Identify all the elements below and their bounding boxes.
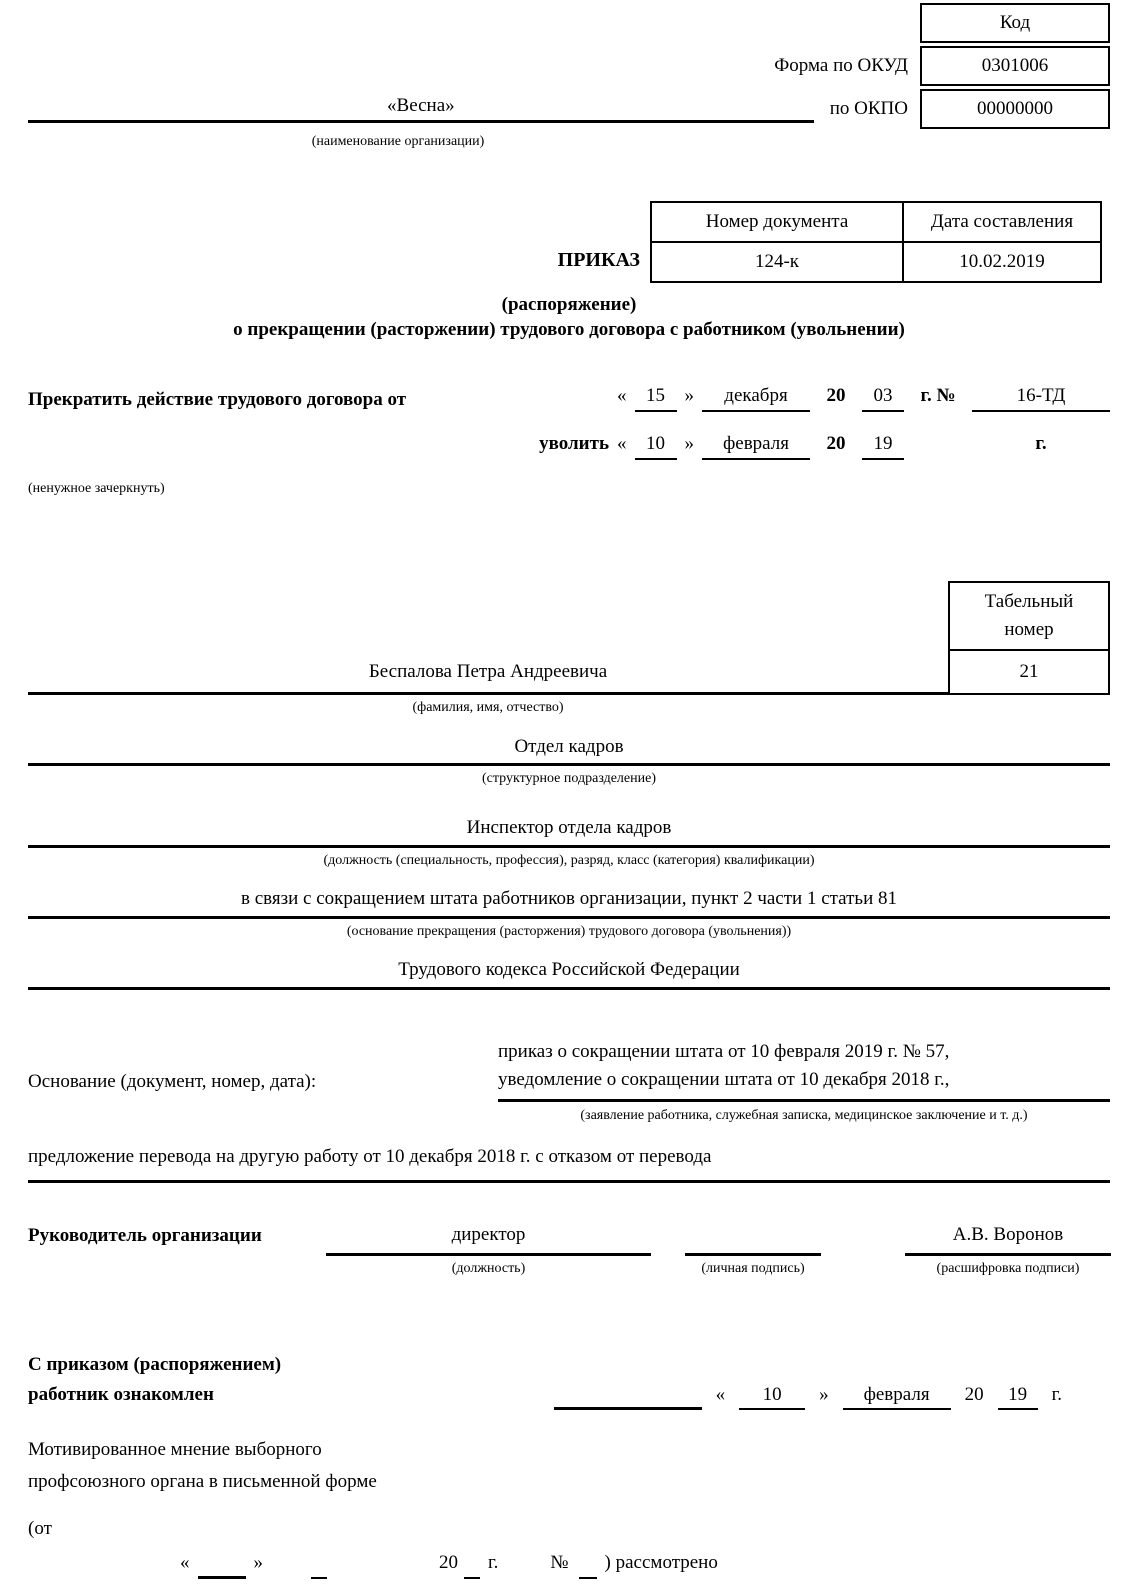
terminate-contract-row [28, 384, 1110, 412]
basis-line-3-field: предложение перевода на другую работу от 10 декабря 2018 г. с отказом от перевода [28, 1145, 1110, 1184]
head-position-field: директор [326, 1223, 651, 1256]
position-field: Инспектор отдела кадров [28, 816, 1110, 848]
dismiss-day-field: 10 [635, 432, 677, 460]
union-year-blank [464, 1561, 480, 1579]
ack-month-field: февраля [843, 1383, 951, 1411]
open-quote: « [715, 1383, 726, 1405]
acknowledgement-fields [554, 1383, 1062, 1411]
personal-signature-column [685, 1226, 821, 1278]
close-quote: » [253, 1551, 263, 1573]
code-header-row [28, 3, 1110, 43]
dismissal-reason-tail-field: Трудового кодекса Российской Федерации [28, 958, 1110, 990]
basis-line-2: уведомление о сокращении штата от 10 декабря 2018 г., [498, 1068, 950, 1090]
open-quote: « [180, 1551, 190, 1573]
dismiss-month-field: февраля [702, 432, 810, 460]
contract-number-field: 16-ТД [972, 384, 1110, 412]
union-number-blank [579, 1561, 597, 1579]
personnel-number-value: 21 [1019, 661, 1039, 683]
okpo-row [28, 89, 1110, 129]
ack-century: 20 [964, 1383, 984, 1405]
employee-full-name: Беспалова Петра Андреевича [368, 661, 608, 683]
okud-label: Форма по ОКУД [774, 55, 908, 77]
ack-year-field: 19 [998, 1383, 1038, 1411]
dismiss-year-suffix: г. [1035, 432, 1047, 454]
order-subtitle-2: о прекращении (расторжении) трудового договора с работником (увольнении) [233, 319, 905, 341]
strike-note: (ненужное зачеркнуть) [28, 480, 165, 496]
personal-signature-field [685, 1226, 821, 1256]
union-year-suffix: г. [488, 1551, 499, 1573]
union-opinion-section [28, 1434, 1110, 1497]
signature-name-column [905, 1223, 1111, 1277]
okud-value-cell: 0301006 [920, 46, 1110, 86]
organization-name-field [28, 94, 814, 123]
dismissal-reason-field: в связи с сокращением штата работников организации, пункт 2 части 1 статьи 81 [28, 887, 1110, 919]
head-name-field: А.В. Воронов [905, 1223, 1111, 1256]
acknowledgement-labels [28, 1350, 554, 1411]
basis-row [28, 1038, 1110, 1102]
doc-number-value-cell: 124-к [651, 242, 903, 282]
dismiss-century: 20 [826, 432, 846, 454]
union-century: 20 [439, 1551, 458, 1573]
head-of-organization-label: Руководитель организации [28, 1224, 262, 1246]
signature-row [28, 1223, 1110, 1277]
terminate-day-field: 15 [635, 384, 677, 412]
open-quote: « [617, 385, 627, 406]
basis-value-field [498, 1038, 1110, 1102]
department-caption: (структурное подразделение) [481, 771, 656, 787]
basis-line-1: приказ о сокращении штата от 10 февраля 2019 г. № 57, [498, 1041, 950, 1062]
head-position-caption: (должность) [451, 1261, 526, 1277]
union-line-1: Мотивированное мнение выборного [28, 1439, 322, 1461]
termination-dates [28, 384, 1110, 460]
ack-label-line-2: работник ознакомлен [28, 1383, 214, 1405]
union-line-2: профсоюзного органа в письменной форме [28, 1470, 377, 1492]
doc-date-value-cell: 10.02.2019 [903, 242, 1101, 282]
terminate-month-field: декабря [702, 384, 810, 412]
union-date-row [28, 1551, 1110, 1579]
order-title: ПРИКАЗ [557, 248, 640, 271]
employee-name-row [28, 581, 1110, 695]
employee-name-caption: (фамилия, имя, отчество) [412, 700, 564, 715]
personnel-number-box [948, 581, 1110, 695]
terminate-label: Прекратить действие трудового договора от [28, 389, 407, 410]
basis-section [28, 1038, 1110, 1183]
union-considered: ) рассмотрено [604, 1551, 718, 1573]
close-quote: » [819, 1383, 829, 1405]
order-number-date-table [650, 201, 1102, 283]
dismiss-label: уволить [539, 432, 609, 454]
personal-signature-caption: (личная подпись) [701, 1261, 805, 1277]
open-quote: « [617, 432, 627, 454]
doc-date-header-cell: Дата составления [903, 202, 1101, 242]
head-name-caption: (расшифровка подписи) [936, 1261, 1080, 1277]
organization-name: «Весна» [387, 95, 455, 117]
close-quote: » [684, 385, 694, 406]
employee-name-field [28, 660, 948, 695]
close-quote: » [684, 432, 694, 454]
okpo-value-cell: 00000000 [920, 89, 1110, 129]
employee-signature-blank [554, 1386, 702, 1410]
position-caption: (должность (специальность, профессия), разряд, класс (категория) квалификации) [323, 852, 815, 868]
order-header [28, 201, 1102, 283]
union-day-blank [198, 1559, 246, 1579]
okpo-label: по ОКПО [829, 98, 908, 120]
contract-number-label: г. № [920, 385, 956, 406]
terminate-century: 20 [826, 385, 846, 406]
acknowledgement-row [28, 1350, 1110, 1411]
ack-year-suffix: г. [1051, 1383, 1062, 1405]
okud-row [28, 46, 1110, 86]
doc-number-header-cell: Номер документа [651, 202, 903, 242]
union-month-blank [311, 1561, 327, 1579]
ack-label-line-1: С приказом (распоряжением) [28, 1353, 282, 1375]
dismiss-year-field: 19 [862, 432, 904, 460]
position-signature-column [326, 1223, 651, 1277]
code-header-cell: Код [920, 3, 1110, 43]
ack-day-field: 10 [739, 1383, 805, 1411]
department-field: Отдел кадров [28, 735, 1110, 767]
basis-label: Основание (документ, номер, дата): [28, 1071, 317, 1093]
organization-name-caption: (наименование организации) [311, 134, 485, 149]
dismiss-row [28, 432, 1110, 460]
dismissal-reason-caption: (основание прекращения (расторжения) трудового договора (увольнения)) [346, 923, 792, 939]
order-subtitle-1: (распоряжение) [501, 293, 637, 315]
union-number-sign: № [550, 1551, 569, 1573]
code-table [28, 3, 1110, 151]
union-from-label: (от [28, 1518, 52, 1540]
terminate-year-field: 03 [862, 384, 904, 412]
personnel-number-header: Табельный номер [950, 583, 1108, 651]
basis-caption: (заявление работника, служебная записка, медицинское заключение и т. д.) [580, 1108, 1028, 1124]
